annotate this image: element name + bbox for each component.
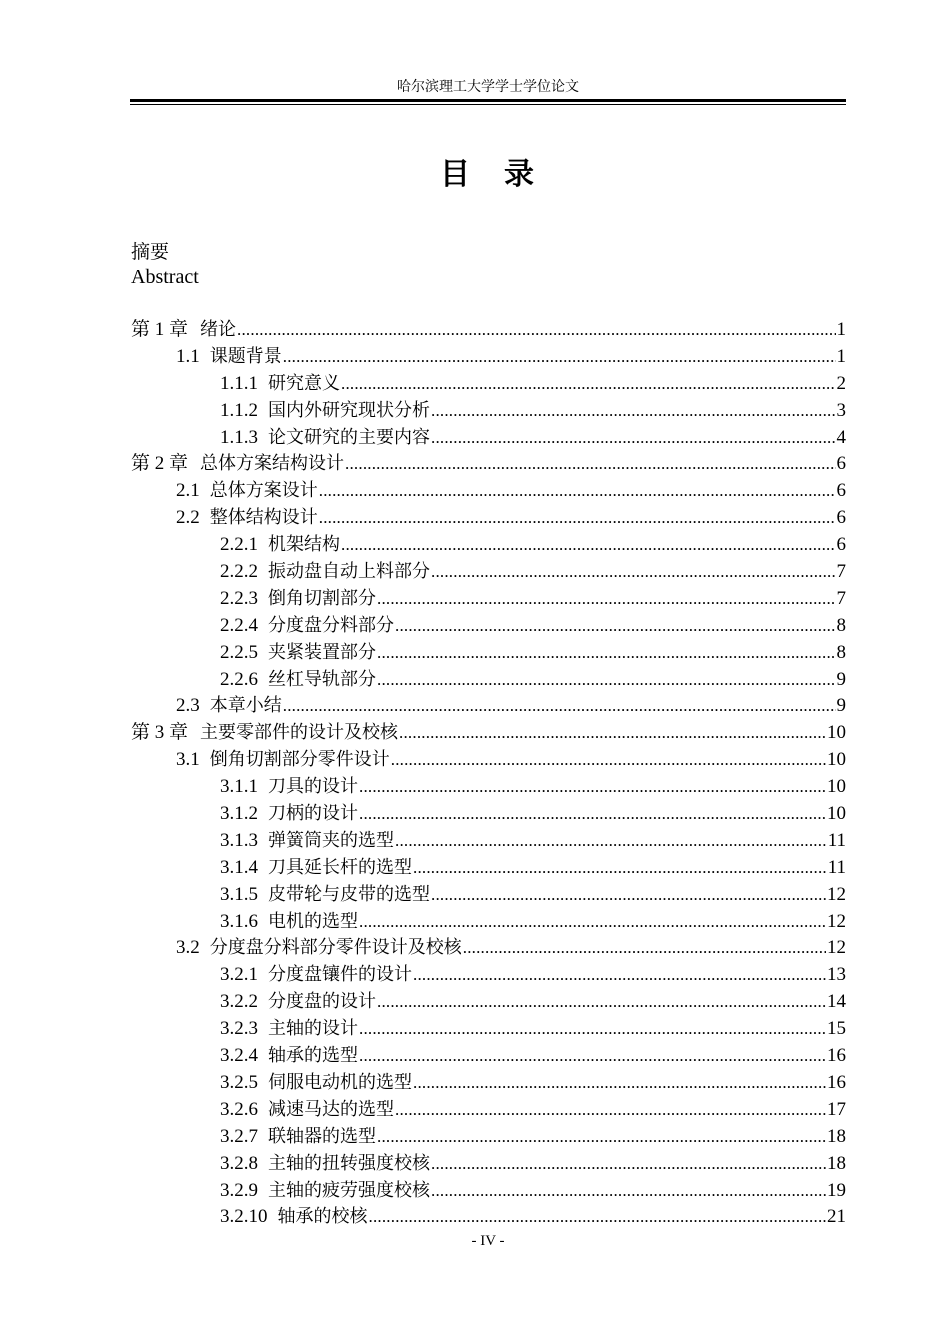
toc-entry[interactable]: [131, 667, 846, 694]
running-header: 哈尔滨理工大学学士学位论文: [397, 79, 579, 95]
toc-entry-title: 整体结构设计: [209, 507, 318, 529]
toc-entry-page: 7: [836, 561, 846, 583]
toc-entry[interactable]: [131, 559, 846, 586]
toc-entry-title: 减速马达的选型: [268, 1098, 394, 1120]
toc-entry-page: 10: [827, 776, 846, 798]
toc-entry[interactable]: [131, 1070, 846, 1097]
toc-entry-title: 机架结构: [268, 534, 340, 556]
toc-entry-number: 3.2: [176, 937, 200, 959]
toc-entry[interactable]: [131, 505, 846, 532]
page-title: 目 录: [440, 157, 536, 192]
toc-entry[interactable]: [131, 935, 846, 962]
toc-entry[interactable]: [131, 1097, 846, 1124]
toc-entry[interactable]: [131, 317, 846, 344]
toc-entry-page: 7: [836, 587, 846, 609]
toc-entry-page: 8: [836, 614, 846, 636]
header-rule-thick: [130, 99, 846, 102]
toc-dot-leader: [391, 747, 826, 774]
toc-entry[interactable]: [131, 693, 846, 720]
toc-dot-leader: [237, 317, 835, 344]
toc-entry-page: 3: [836, 399, 846, 421]
toc-entry[interactable]: [131, 613, 846, 640]
toc-entry-page: 12: [827, 883, 846, 905]
toc-dot-leader: [431, 398, 836, 425]
toc-entry-page: 21: [827, 1206, 846, 1228]
toc-dot-leader: [413, 962, 826, 989]
toc-entry-title: 联轴器的选型: [268, 1125, 376, 1147]
toc-dot-leader: [359, 1016, 826, 1043]
toc-dot-leader: [345, 451, 835, 478]
toc-entry[interactable]: [131, 1178, 846, 1205]
toc-entry-page: 17: [827, 1098, 846, 1120]
toc-entry-number: 3.2.3: [220, 1018, 258, 1040]
toc-dot-leader: [377, 586, 836, 613]
toc-dot-leader: [283, 344, 836, 371]
toc-entry-page: 8: [836, 641, 846, 663]
toc-entry-number: 3.1.4: [220, 856, 258, 878]
toc-dot-leader: [319, 478, 836, 505]
toc-dot-leader: [431, 882, 826, 909]
toc-dot-leader: [369, 1204, 827, 1231]
toc-dot-leader: [431, 559, 836, 586]
toc-entry-abstract-chinese[interactable]: 摘要: [131, 241, 170, 263]
toc-entry-page: 10: [827, 722, 846, 744]
toc-entry[interactable]: [131, 962, 846, 989]
toc-dot-leader: [431, 1151, 826, 1178]
toc-entry-page: 6: [836, 453, 846, 475]
toc-entry[interactable]: [131, 1124, 846, 1151]
toc-entry-title: 分度盘分料部分零件设计及校核: [209, 937, 462, 959]
toc-entry-number: 2.2.6: [220, 668, 258, 690]
toc-entry-title: 总体方案设计: [209, 480, 318, 502]
toc-entry-title: 刀具延长杆的选型: [268, 856, 412, 878]
toc-entry-title: 研究意义: [268, 372, 340, 394]
toc-entry-page: 6: [836, 480, 846, 502]
toc-entry-number: 3.1: [176, 749, 200, 771]
toc-entry-page: 11: [827, 856, 846, 878]
toc-entry-page: 16: [827, 1045, 846, 1067]
toc-entry-number: 3.2.10: [220, 1206, 268, 1228]
toc-dot-leader: [377, 667, 836, 694]
toc-entry-title: 主要零部件的设计及校核: [200, 722, 399, 744]
toc-dot-leader: [283, 693, 836, 720]
toc-entry[interactable]: [131, 882, 846, 909]
toc-entry[interactable]: [131, 425, 846, 452]
toc-entry-page: 11: [827, 829, 846, 851]
toc-dot-leader: [341, 371, 836, 398]
toc-entry[interactable]: [131, 801, 846, 828]
toc-entry-number: 2.2.4: [220, 614, 258, 636]
toc-dot-leader: [463, 935, 826, 962]
toc-entry-page: 1: [836, 345, 846, 367]
toc-entry-title: 伺服电动机的选型: [268, 1071, 412, 1093]
toc-entry-title: 分度盘的设计: [268, 991, 376, 1013]
toc-entry-page: 1: [836, 319, 846, 340]
toc-entry-page: 12: [827, 910, 846, 932]
toc-entry[interactable]: [131, 774, 846, 801]
toc-entry-number: 3.2.9: [220, 1179, 258, 1201]
toc-entry-title: 主轴的设计: [268, 1018, 358, 1040]
toc-dot-leader: [341, 532, 836, 559]
toc-entry-title: 课题背景: [209, 345, 282, 367]
toc-entry-title: 分度盘分料部分: [268, 614, 394, 636]
toc-entry-title: 倒角切割部分零件设计: [209, 749, 390, 771]
toc-dot-leader: [359, 1043, 826, 1070]
toc-dot-leader: [413, 1070, 826, 1097]
toc-entry-number: 3.1.3: [220, 829, 258, 851]
toc-entry-page: 19: [827, 1179, 846, 1201]
toc-entry-title: 本章小结: [209, 695, 282, 717]
toc-entry-page: 15: [827, 1018, 846, 1040]
toc-entry-title: 刀柄的设计: [268, 803, 358, 825]
toc-entry[interactable]: [131, 720, 846, 747]
toc-entry-number: 3.1.2: [220, 803, 258, 825]
toc-entry-number: 3.1.5: [220, 883, 258, 905]
toc-entry-title: 轴承的选型: [268, 1045, 358, 1067]
toc-entry[interactable]: [131, 1043, 846, 1070]
toc-entry[interactable]: [131, 398, 846, 425]
toc-entry-title: 电机的选型: [268, 910, 358, 932]
toc-entry-number: 1.1.2: [220, 399, 258, 421]
toc-entry-number: 2.2.2: [220, 561, 258, 583]
toc-entry[interactable]: [131, 344, 846, 371]
toc-entry-page: 2: [836, 372, 846, 394]
toc-entry-number: 1.1.3: [220, 426, 258, 448]
toc-entry-number: 3.2.1: [220, 964, 258, 986]
toc-entry-page: 10: [827, 749, 846, 771]
toc-entry[interactable]: [131, 1016, 846, 1043]
toc-dot-leader: [395, 828, 827, 855]
toc-entry-title: 倒角切割部分: [268, 587, 376, 609]
table-of-contents: [131, 317, 846, 1231]
toc-dot-leader: [359, 801, 826, 828]
toc-entry-page: 6: [836, 534, 846, 556]
toc-entry-title: 总体方案结构设计: [200, 453, 345, 475]
toc-entry-number: 3.1.1: [220, 776, 258, 798]
toc-entry-number: 2.2.3: [220, 587, 258, 609]
toc-dot-leader: [431, 1178, 826, 1205]
toc-entry-page: 4: [836, 426, 846, 448]
toc-dot-leader: [377, 989, 826, 1016]
toc-entry-title: 夹紧装置部分: [268, 641, 376, 663]
toc-entry-number: 1.1: [176, 345, 200, 367]
toc-dot-leader: [431, 425, 836, 452]
toc-entry-title: 分度盘镶件的设计: [268, 964, 412, 986]
toc-entry-title: 振动盘自动上料部分: [268, 561, 430, 583]
toc-entry-title: 国内外研究现状分析: [268, 399, 430, 421]
toc-entry-page: 9: [836, 695, 846, 717]
toc-entry[interactable]: [131, 1204, 846, 1231]
toc-entry-page: 6: [836, 507, 846, 529]
toc-entry[interactable]: [131, 828, 846, 855]
toc-entry[interactable]: [131, 640, 846, 667]
toc-entry-page: 12: [827, 937, 846, 959]
toc-entry-number: 3.2.8: [220, 1152, 258, 1174]
toc-entry-page: 18: [827, 1152, 846, 1174]
toc-entry[interactable]: [131, 909, 846, 936]
toc-entry[interactable]: [131, 478, 846, 505]
toc-entry-title: 弹簧筒夹的选型: [268, 829, 394, 851]
toc-dot-leader: [399, 720, 826, 747]
toc-entry-page: 13: [827, 964, 846, 986]
toc-entry[interactable]: [131, 451, 846, 478]
toc-dot-leader: [359, 774, 826, 801]
toc-entry-number: 第 2 章: [131, 453, 189, 475]
toc-entry-page: 18: [827, 1125, 846, 1147]
toc-entry-number: 2.1: [176, 480, 200, 502]
toc-entry[interactable]: [131, 1151, 846, 1178]
toc-entry-title: 刀具的设计: [268, 776, 358, 798]
toc-entry[interactable]: [131, 532, 846, 559]
toc-entry-title: 主轴的疲劳强度校核: [268, 1179, 430, 1201]
toc-entry-title: 绪论: [200, 319, 237, 340]
header-rule-thin: [130, 104, 846, 105]
toc-dot-leader: [395, 1097, 826, 1124]
toc-entry-number: 2.2.5: [220, 641, 258, 663]
toc-entry-page: 9: [836, 668, 846, 690]
page-number: - IV -: [471, 1233, 505, 1249]
toc-entry-title: 皮带轮与皮带的选型: [268, 883, 430, 905]
toc-entry[interactable]: [131, 586, 846, 613]
toc-entry-number: 3.2.2: [220, 991, 258, 1013]
toc-entry-number: 1.1.1: [220, 372, 258, 394]
toc-entry-title: 论文研究的主要内容: [268, 426, 430, 448]
toc-dot-leader: [377, 640, 836, 667]
toc-entry-number: 第 3 章: [131, 722, 189, 744]
toc-entry-number: 3.2.6: [220, 1098, 258, 1120]
toc-dot-leader: [377, 1124, 826, 1151]
toc-entry[interactable]: [131, 855, 846, 882]
toc-entry-number: 3.2.5: [220, 1071, 258, 1093]
toc-entry-number: 第 1 章: [131, 319, 189, 340]
toc-entry-title: 轴承的校核: [277, 1206, 368, 1228]
toc-dot-leader: [319, 505, 836, 532]
toc-entry-number: 2.3: [176, 695, 200, 717]
toc-dot-leader: [395, 613, 836, 640]
toc-entry-title: 主轴的扭转强度校核: [268, 1152, 430, 1174]
toc-dot-leader: [359, 909, 826, 936]
toc-entry[interactable]: [131, 371, 846, 398]
toc-entry[interactable]: [131, 747, 846, 774]
toc-entry-page: 14: [827, 991, 846, 1013]
toc-entry-number: 2.2.1: [220, 534, 258, 556]
toc-entry-number: 3.2.7: [220, 1125, 258, 1147]
toc-entry-page: 16: [827, 1071, 846, 1093]
toc-entry-page: 10: [827, 803, 846, 825]
toc-entry-number: 3.1.6: [220, 910, 258, 932]
toc-entry[interactable]: [131, 989, 846, 1016]
toc-entry-title: 丝杠导轨部分: [268, 668, 376, 690]
toc-entry-number: 3.2.4: [220, 1045, 258, 1067]
toc-entry-abstract-english[interactable]: Abstract: [131, 266, 199, 288]
toc-dot-leader: [413, 855, 827, 882]
toc-entry-number: 2.2: [176, 507, 200, 529]
